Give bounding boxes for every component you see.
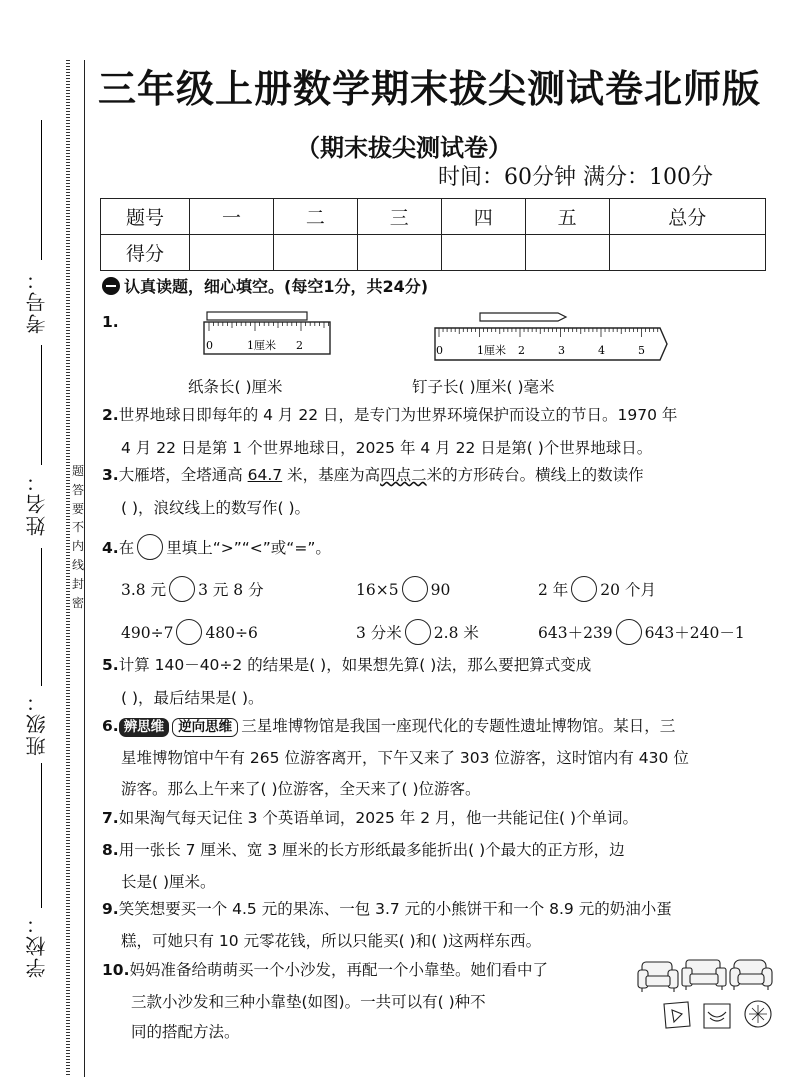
ruler-tick-label: 4 xyxy=(598,344,605,357)
section-number-icon xyxy=(102,277,120,295)
wavy-underlined-number: 四点二 xyxy=(380,466,427,484)
score-input-cell[interactable] xyxy=(357,235,441,271)
compare-item: 3 分米 2.8 米 xyxy=(356,619,479,645)
q1-paper-answer: 纸条长( )厘米 xyxy=(188,378,283,396)
ruler-tick-label: 1厘米 xyxy=(477,344,506,357)
q3-line2: ( )，浪纹线上的数写作( )。 xyxy=(121,499,311,517)
q10-line2: 三款小沙发和三种小靠垫(如图)。一共可以有( )种不 xyxy=(131,993,486,1011)
section-heading-text: 认真读题，细心填空。(每空1分，共24分) xyxy=(124,277,429,296)
cushion-icon xyxy=(745,1001,771,1027)
q2-line2: 4 月 22 日是第 1 个世界地球日，2025 年 4 月 22 日是第( )个世界地球日。 xyxy=(121,439,653,457)
q7-line1: 7.如果淘气每天记住 3 个英语单词，2025 年 2 月，他一共能记住( )个单词。 xyxy=(102,809,639,827)
compare-item: 16×5 90 xyxy=(356,576,450,602)
compare-item: 2 年 20 个月 xyxy=(538,576,656,602)
q9-line1: 9.笑笑想要买一个 4.5 元的果冻、一包 3.7 元的小熊饼干和一个 8.9 元的奶油小蛋 xyxy=(102,900,672,918)
sofa-icon xyxy=(682,960,726,990)
answer-circle[interactable] xyxy=(405,619,431,645)
line-xuexiao xyxy=(41,763,42,908)
ruler-body xyxy=(435,328,667,360)
q5-line2: ( )，最后结果是( )。 xyxy=(121,689,264,707)
nail xyxy=(480,313,566,321)
sofas-cushions-illustration xyxy=(636,956,776,1032)
score-cell: 总分 xyxy=(609,199,765,235)
line-kaohao xyxy=(41,120,42,260)
time-info: 时间：60分钟 满分：100分 xyxy=(438,165,713,190)
score-table-header-row xyxy=(101,199,766,235)
score-table xyxy=(100,198,766,271)
ruler-tick-label: 2 xyxy=(296,339,303,352)
q6-line1: 6. 辨思维 逆向思维 三星堆博物馆是我国一座现代化的专题性遗址博物馆。某日，三 xyxy=(102,717,676,735)
q8-line1: 8.用一张长 7 厘米、宽 3 厘米的长方形纸最多能折出( )个最大的正方形，边 xyxy=(102,841,625,859)
tag-ni-xiang-si-wei: 逆向思维 xyxy=(172,718,238,737)
score-input-cell[interactable] xyxy=(441,235,525,271)
tag-bian-si-wei: 辨思维 xyxy=(119,718,170,737)
section-heading xyxy=(102,274,428,297)
score-cell: 五 xyxy=(525,199,609,235)
answer-circle[interactable] xyxy=(571,576,597,602)
ruler-paper-strip xyxy=(203,310,333,356)
score-input-cell[interactable] xyxy=(190,235,274,271)
q5-line1: 5.计算 140－40÷2 的结果是( )，如果想先算( )法，那么要把算式变成 xyxy=(102,656,592,674)
score-table-score-row xyxy=(101,235,766,271)
answer-circle[interactable] xyxy=(137,534,163,560)
ruler-tick-label: 5 xyxy=(638,344,645,357)
q10-line1: 10.妈妈准备给萌萌买一个小沙发，再配一个小靠垫。她们看中了 xyxy=(102,961,548,979)
ruler-tick-label: 1厘米 xyxy=(247,339,276,352)
ruler-tick-label: 0 xyxy=(436,344,443,357)
score-cell: 得分 xyxy=(101,235,190,271)
q4-line1: 4.在 里填上“>”“<”或“=”。 xyxy=(102,534,331,560)
cushion-icon xyxy=(664,1002,690,1028)
seal-warning-text: 题 答 要 不 内 线 封 密 xyxy=(71,464,84,610)
line-xingming xyxy=(41,345,42,465)
label-xuexiao: 学校： xyxy=(25,912,49,978)
score-input-cell[interactable] xyxy=(273,235,357,271)
answer-circle[interactable] xyxy=(176,619,202,645)
q1-nail-answer: 钉子长( )厘米( )毫米 xyxy=(412,378,555,396)
page-title: 三年级上册数学期末拔尖测试卷北师版 xyxy=(98,67,762,111)
compare-item: 643＋239 643＋240－1 xyxy=(538,619,745,645)
answer-circle[interactable] xyxy=(616,619,642,645)
q3-line1: 3.大雁塔，全塔通高 64.7 米，基座为高四点二米的方形砖台。横线上的数读作 xyxy=(102,466,644,484)
compare-item: 3.8 元 3 元 8 分 xyxy=(121,576,264,602)
q6-line2: 星堆博物馆中午有 265 位游客离开，下午又来了 303 位游客，这时馆内有 430 位 xyxy=(121,749,689,767)
compare-item: 490÷7 480÷6 xyxy=(121,619,258,645)
score-cell: 四 xyxy=(441,199,525,235)
q10-line3: 同的搭配方法。 xyxy=(131,1023,240,1041)
score-cell: 题号 xyxy=(101,199,190,235)
cushion-icon xyxy=(704,1004,730,1028)
q8-line2: 长是( )厘米。 xyxy=(121,873,216,891)
label-kaohao: 考号： xyxy=(25,268,49,334)
line-banji xyxy=(41,548,42,686)
q9-line2: 糕，可她只有 10 元零花钱，所以只能买( )和( )这两样东西。 xyxy=(121,932,542,950)
ruler-nail xyxy=(432,310,672,362)
q1-number: 1. xyxy=(102,313,119,331)
q2-line1: 2.世界地球日即每年的 4 月 22 日，是专门为世界环境保护而设立的节日。1970 年 xyxy=(102,406,678,424)
score-cell: 一 xyxy=(190,199,274,235)
answer-circle[interactable] xyxy=(169,576,195,602)
underlined-number: 64.7 xyxy=(247,466,283,484)
ruler-tick-label: 3 xyxy=(558,344,565,357)
binding-hatch xyxy=(66,60,70,1077)
score-input-cell[interactable] xyxy=(609,235,765,271)
ruler-tick-label: 2 xyxy=(518,344,525,357)
score-cell: 三 xyxy=(357,199,441,235)
paper-strip xyxy=(207,312,307,320)
score-cell: 二 xyxy=(273,199,357,235)
sofa-icon xyxy=(730,960,772,990)
ruler-tick-label: 0 xyxy=(206,339,213,352)
label-banji: 班级： xyxy=(25,690,49,756)
q6-line3: 游客。那么上午来了( )位游客，全天来了( )位游客。 xyxy=(121,780,481,798)
answer-circle[interactable] xyxy=(402,576,428,602)
label-xingming: 姓名： xyxy=(25,470,49,536)
sofa-icon xyxy=(638,962,678,992)
score-input-cell[interactable] xyxy=(525,235,609,271)
page-subtitle: （期末拔尖测试卷） xyxy=(296,134,512,162)
